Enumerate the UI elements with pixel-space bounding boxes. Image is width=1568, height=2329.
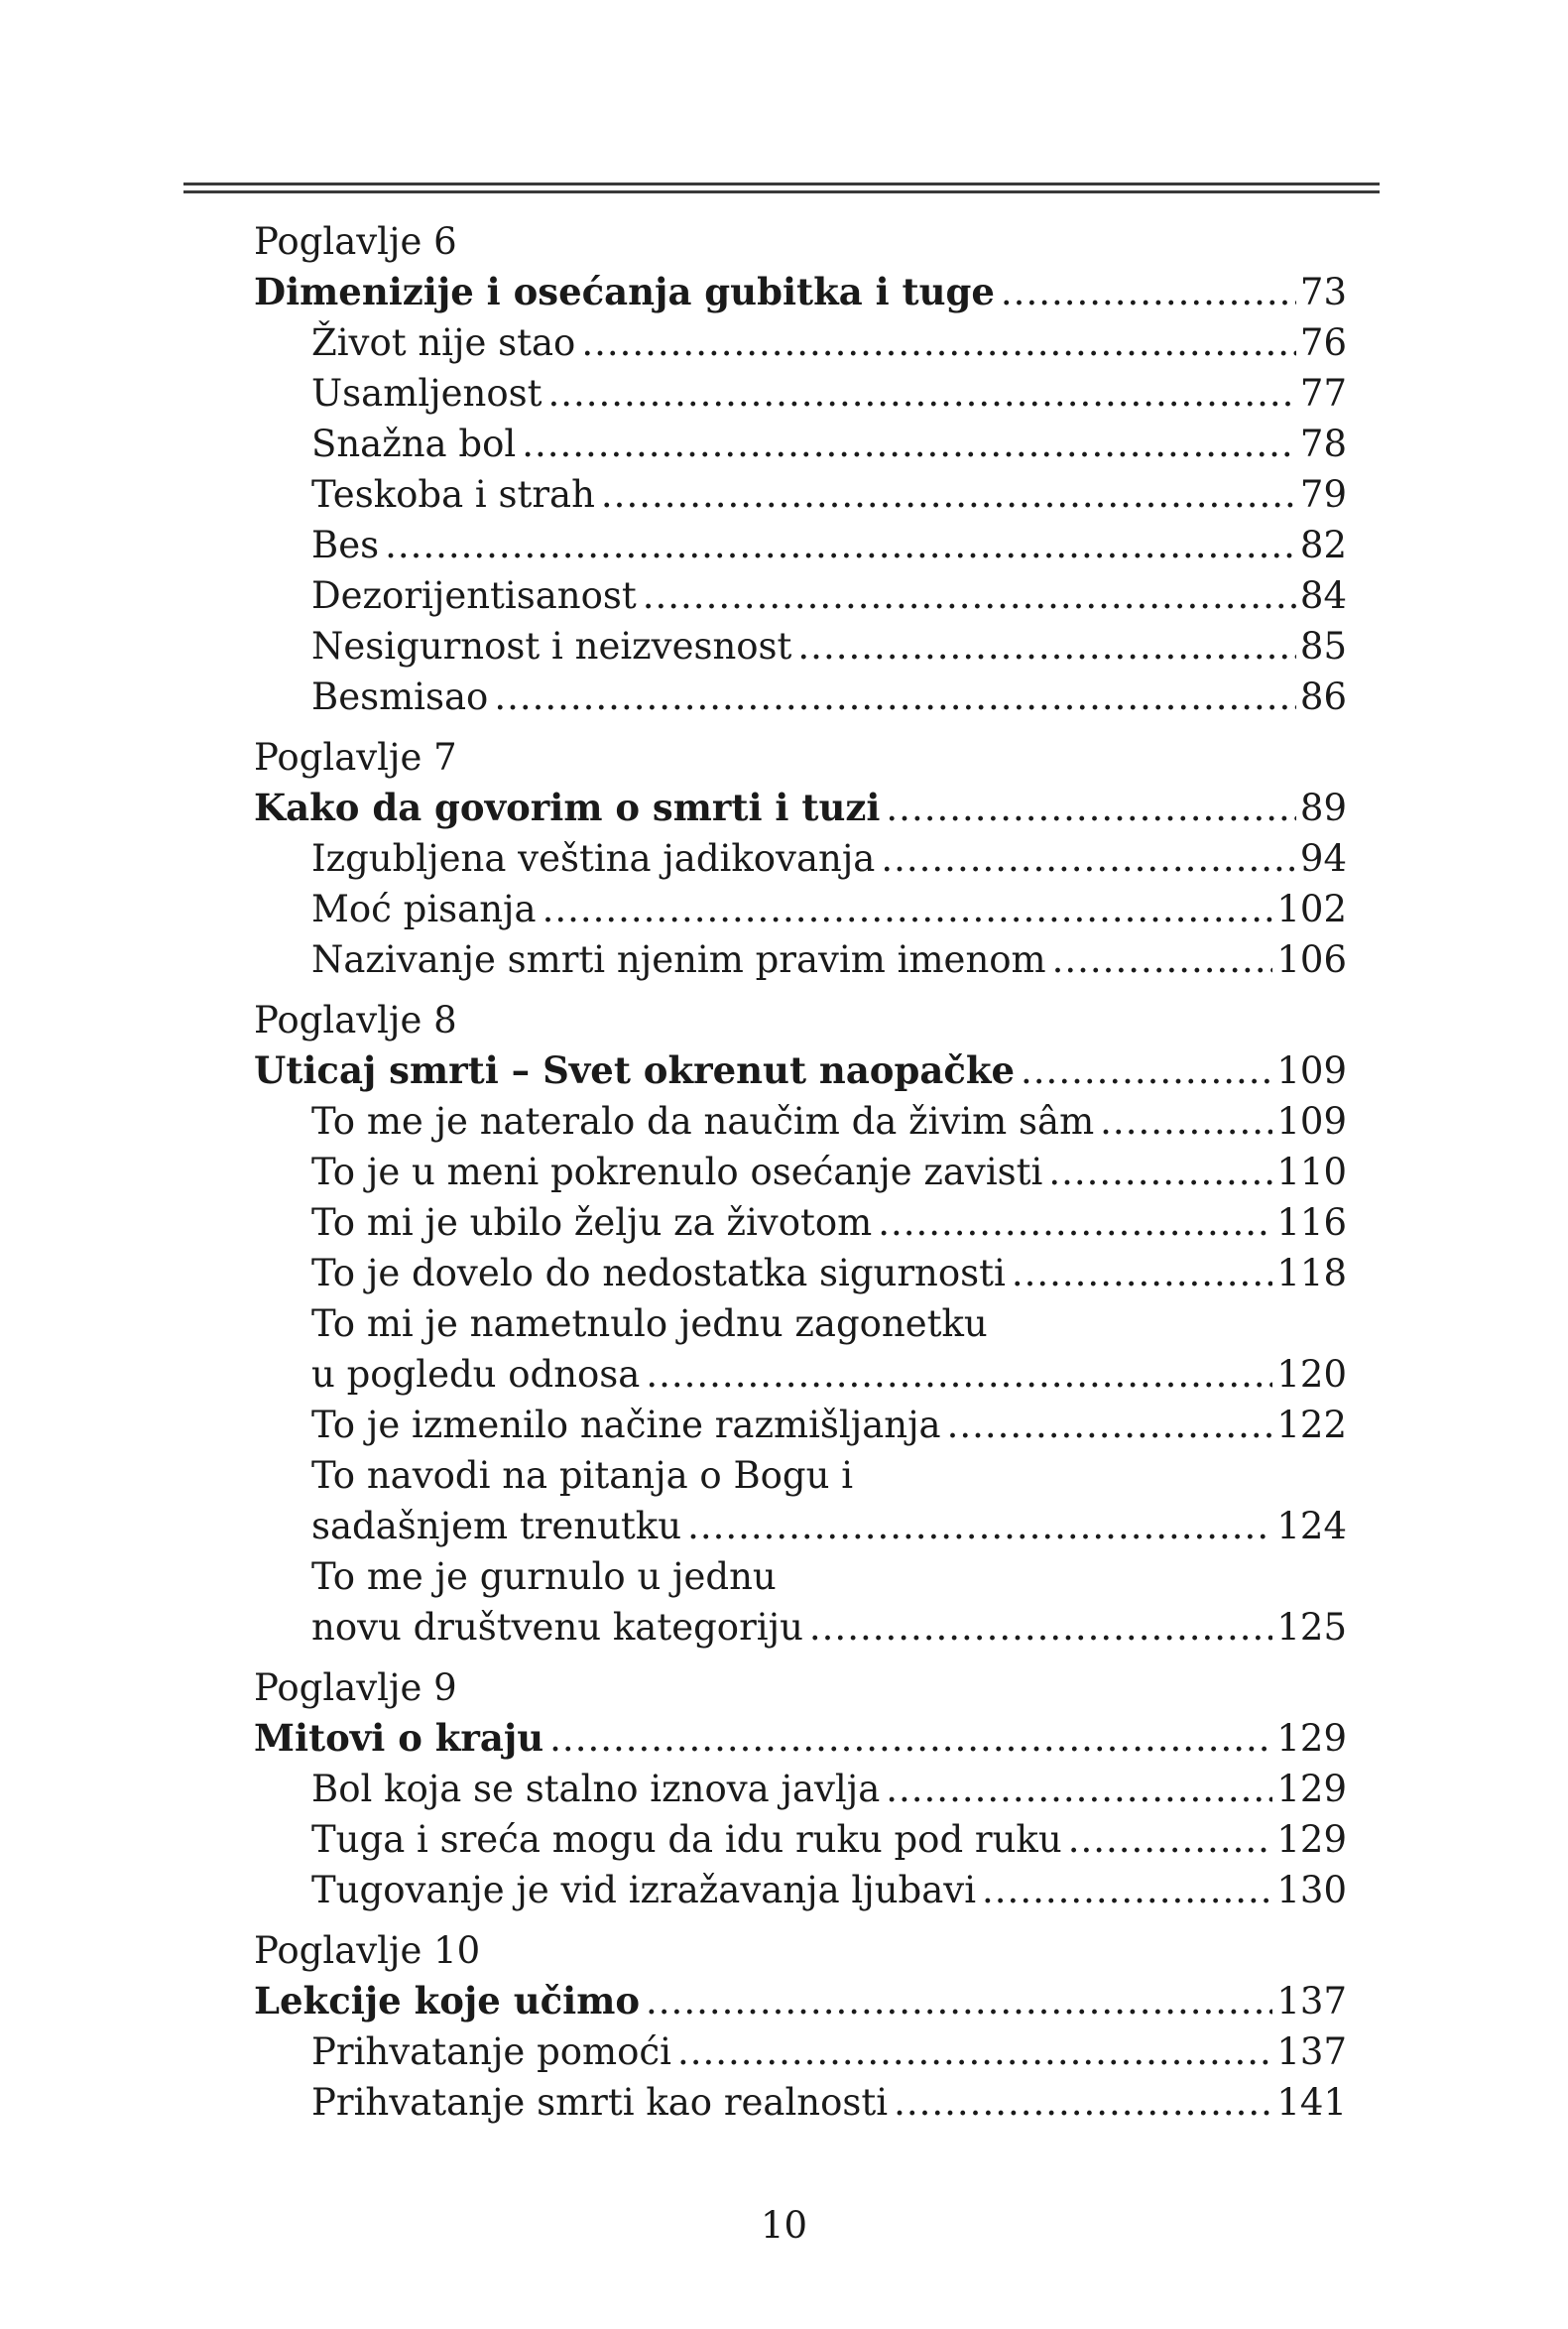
chapter-8	[254, 995, 1347, 1653]
page-ref: 129	[1276, 1717, 1347, 1760]
chapter-label: Poglavlje 8	[254, 999, 457, 1042]
chapter-6	[254, 216, 1347, 722]
toc-entry[interactable]	[254, 621, 1347, 672]
entry-title: To me je nateralo da naučim da živim sâm	[311, 1100, 1095, 1143]
entry-title: To je u meni pokrenulo osećanje zavisti	[311, 1151, 1043, 1193]
chapter-title-entry[interactable]	[254, 267, 1347, 317]
entry-title: Nazivanje smrti njenim pravim imenom	[311, 938, 1046, 981]
entry-title: Prihvatanje smrti kao realnosti	[311, 2081, 889, 2124]
page-ref: 109	[1276, 1100, 1347, 1143]
dot-leader	[797, 621, 1295, 672]
entry-title-line1: To me je gurnulo u jednu	[311, 1555, 777, 1598]
page-ref: 124	[1276, 1505, 1347, 1547]
dot-leader	[677, 2026, 1272, 2077]
entry-title: u pogledu odnosa	[311, 1353, 641, 1396]
entry-title: Tugovanje je vid izražavanja ljubavi	[311, 1869, 977, 1911]
toc-entry[interactable]	[254, 1501, 1347, 1551]
entry-title: Tuga i sreća mogu da idu ruku pod ruku	[311, 1818, 1062, 1861]
dot-leader	[881, 833, 1296, 884]
entry-title: Bol koja se stalno iznova javlja	[311, 1768, 881, 1810]
page-ref: 130	[1276, 1869, 1347, 1911]
dot-leader	[947, 1400, 1273, 1450]
page-ref: 89	[1299, 787, 1347, 829]
entry-title: Besmisao	[311, 675, 489, 718]
page-ref: 102	[1276, 888, 1347, 930]
entry-title: novu društvenu kategoriju	[311, 1606, 803, 1649]
toc-entry[interactable]	[254, 570, 1347, 621]
header-rule-bottom	[183, 190, 1380, 193]
dot-leader	[646, 1976, 1272, 2026]
dot-leader	[1048, 1147, 1272, 1197]
chapter-title-entry[interactable]	[254, 1045, 1347, 1096]
entry-title: To je izmenilo načine razmišljanja	[311, 1404, 941, 1446]
chapter-title: Dimenizije i osećanja gubitka i tuge	[254, 270, 995, 313]
toc-entry[interactable]	[254, 672, 1347, 722]
dot-leader	[547, 368, 1295, 419]
page-ref: 85	[1299, 625, 1347, 668]
page-ref: 73	[1299, 271, 1347, 313]
entry-title: Nesigurnost i neizvesnost	[311, 625, 792, 668]
page-ref: 125	[1276, 1606, 1347, 1649]
toc-entry[interactable]	[254, 833, 1347, 884]
entry-title: Snažna bol	[311, 423, 517, 465]
chapter-title-entry[interactable]	[254, 783, 1347, 833]
entry-title: Dezorijentisanost	[311, 574, 637, 617]
toc-entry[interactable]	[254, 1602, 1347, 1653]
dot-leader	[646, 1349, 1272, 1400]
page-ref: 118	[1276, 1252, 1347, 1294]
dot-leader	[581, 317, 1296, 368]
chapter-title: Uticaj smrti – Svet okrenut naopačke	[254, 1048, 1016, 1092]
chapter-title: Lekcije koje učimo	[254, 1979, 641, 2023]
page-ref: 129	[1276, 1768, 1347, 1810]
dot-leader	[1068, 1814, 1273, 1865]
toc-entry[interactable]	[254, 469, 1347, 520]
dot-leader	[1001, 267, 1296, 317]
toc-entry[interactable]	[254, 317, 1347, 368]
page-ref: 106	[1276, 938, 1347, 981]
dot-leader	[809, 1602, 1272, 1653]
page-number: 10	[760, 2204, 808, 2247]
dot-leader	[687, 1501, 1272, 1551]
entry-title: Bes	[311, 524, 380, 566]
page-ref: 78	[1299, 423, 1347, 465]
page-ref: 116	[1276, 1201, 1347, 1244]
toc-entry[interactable]	[254, 419, 1347, 469]
entry-title: To je dovelo do nedostatka sigurnosti	[311, 1252, 1006, 1294]
page-ref: 76	[1299, 321, 1347, 364]
table-of-contents	[254, 216, 1347, 2138]
chapter-label: Poglavlje 10	[254, 1929, 481, 1972]
entry-title: Usamljenost	[311, 372, 543, 415]
dot-leader	[886, 1764, 1272, 1814]
toc-entry[interactable]	[254, 1865, 1347, 1915]
dot-leader	[522, 419, 1296, 469]
page-ref: 109	[1276, 1049, 1347, 1092]
page-ref: 129	[1276, 1818, 1347, 1861]
toc-entry[interactable]	[254, 1814, 1347, 1865]
page-ref: 94	[1299, 837, 1347, 880]
entry-title-line1: To mi je nametnulo jednu zagonetku	[311, 1302, 988, 1345]
chapter-label: Poglavlje 7	[254, 736, 457, 779]
chapter-label: Poglavlje 6	[254, 220, 457, 263]
chapter-10	[254, 1925, 1347, 2128]
dot-leader	[894, 2077, 1272, 2128]
page-ref: 141	[1276, 2081, 1347, 2124]
page-ref: 82	[1299, 524, 1347, 566]
dot-leader	[1052, 934, 1273, 985]
dot-leader	[543, 884, 1273, 934]
dot-leader	[1100, 1096, 1272, 1147]
chapter-label: Poglavlje 9	[254, 1666, 457, 1709]
page-ref: 137	[1276, 2030, 1347, 2073]
page-ref: 137	[1276, 1980, 1347, 2023]
toc-entry[interactable]	[254, 520, 1347, 570]
dot-leader	[643, 570, 1296, 621]
toc-entry[interactable]	[254, 934, 1347, 985]
dot-leader	[1021, 1045, 1272, 1096]
dot-leader	[982, 1865, 1272, 1915]
entry-title: Život nije stao	[311, 321, 576, 364]
page-ref: 79	[1299, 473, 1347, 516]
toc-entry[interactable]	[254, 368, 1347, 419]
chapter-title-entry[interactable]	[254, 1976, 1347, 2026]
toc-entry[interactable]	[254, 2077, 1347, 2128]
toc-entry[interactable]	[254, 1764, 1347, 1814]
entry-title: To mi je ubilo želju za životom	[311, 1201, 873, 1244]
dot-leader	[1012, 1248, 1273, 1298]
entry-title-line1: To navodi na pitanja o Bogu i	[311, 1454, 854, 1497]
page-ref: 120	[1276, 1353, 1347, 1396]
page-ref: 110	[1276, 1151, 1347, 1193]
entry-title: Izgubljena veština jadikovanja	[311, 837, 876, 880]
dot-leader	[878, 1197, 1272, 1248]
toc-entry[interactable]	[254, 1147, 1347, 1197]
chapter-title: Mitovi o kraju	[254, 1716, 544, 1760]
entry-title: sadašnjem trenutku	[311, 1505, 682, 1547]
toc-entry[interactable]	[254, 884, 1347, 934]
dot-leader	[385, 520, 1296, 570]
page-ref: 122	[1276, 1404, 1347, 1446]
toc-entry[interactable]	[254, 2026, 1347, 2077]
dot-leader	[494, 672, 1296, 722]
dot-leader	[601, 469, 1296, 520]
toc-entry[interactable]	[254, 1197, 1347, 1248]
toc-entry[interactable]	[254, 1248, 1347, 1298]
toc-entry[interactable]	[254, 1400, 1347, 1450]
toc-entry[interactable]	[254, 1349, 1347, 1400]
chapter-9	[254, 1662, 1347, 1915]
chapter-7	[254, 732, 1347, 985]
entry-title: Teskoba i strah	[311, 473, 595, 516]
toc-entry[interactable]	[254, 1096, 1347, 1147]
dot-leader	[549, 1713, 1272, 1764]
header-rule-top	[183, 183, 1380, 185]
chapter-title-entry[interactable]	[254, 1713, 1347, 1764]
entry-title: Moć pisanja	[311, 888, 537, 930]
page-ref: 77	[1299, 372, 1347, 415]
page-ref: 84	[1299, 574, 1347, 617]
dot-leader	[886, 783, 1295, 833]
page-ref: 86	[1299, 675, 1347, 718]
entry-title: Prihvatanje pomoći	[311, 2030, 671, 2073]
chapter-title: Kako da govorim o smrti i tuzi	[254, 786, 881, 829]
